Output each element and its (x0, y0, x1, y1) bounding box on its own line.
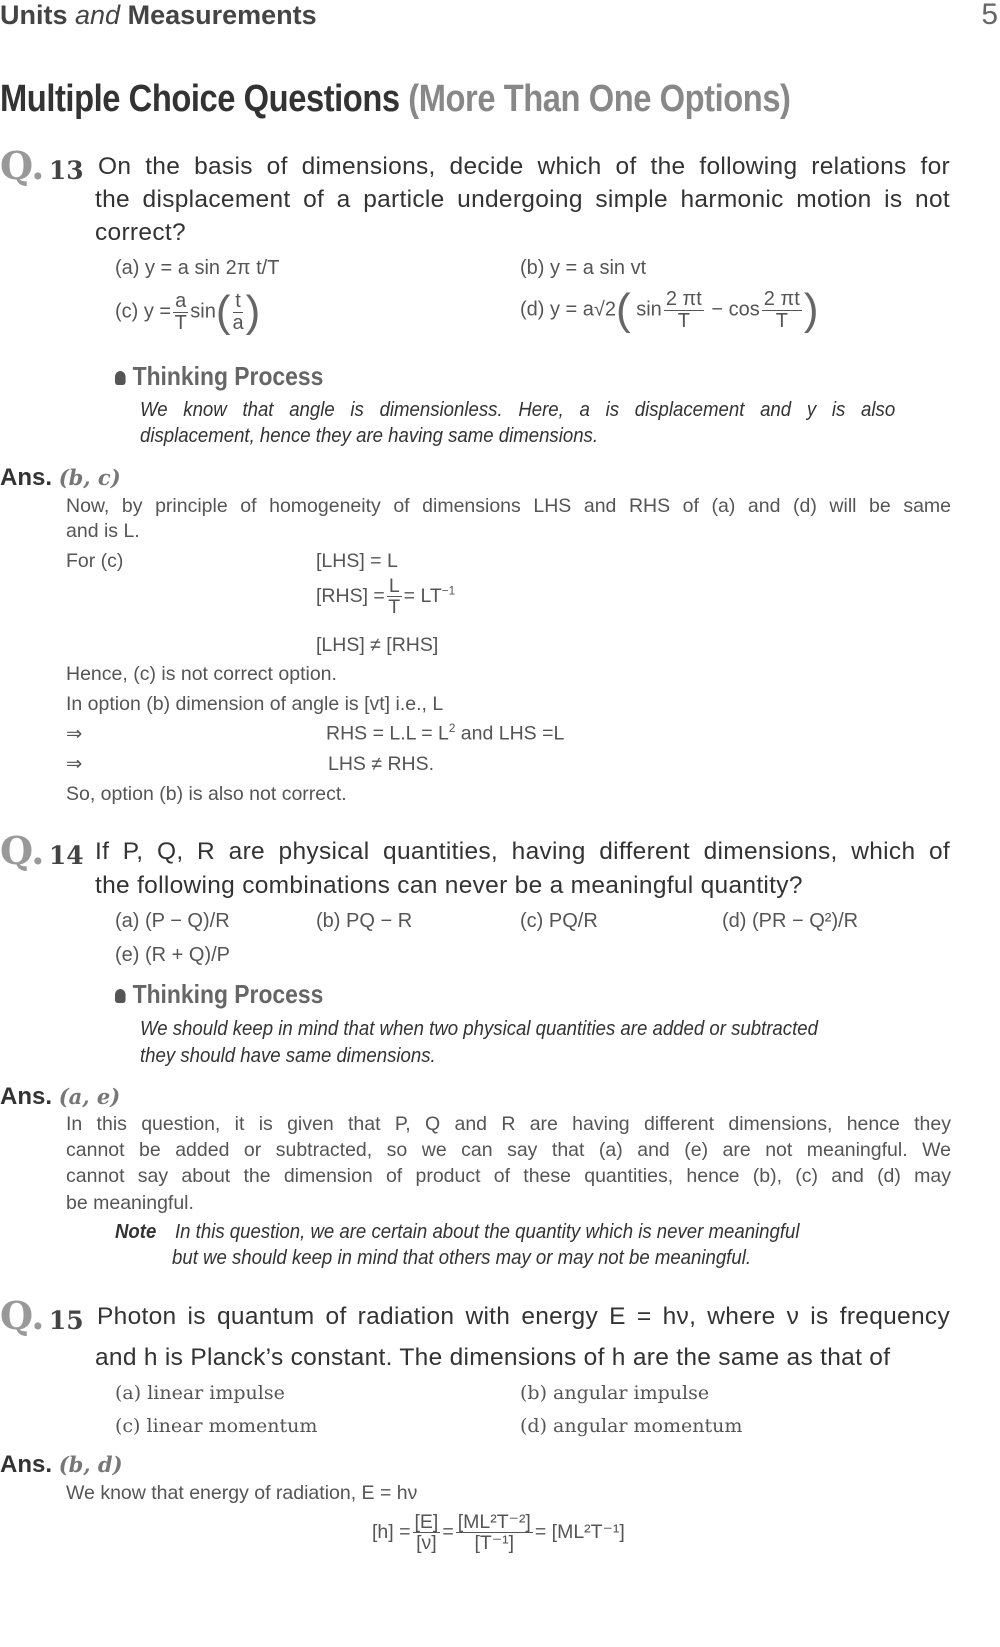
denominator: T (388, 596, 401, 619)
lightbulb-icon (115, 371, 126, 385)
fraction (664, 289, 704, 332)
equation-part: and LHS =L (455, 722, 565, 745)
fraction (387, 576, 402, 618)
exponent: −1 (441, 584, 456, 598)
equation-part: = LT (403, 585, 442, 608)
option-c: (c) PQ/R (520, 910, 598, 932)
question-14-heading (0, 828, 84, 873)
answer-label: Ans. (0, 1083, 53, 1110)
question-text: and h is Planck’s constant. The dimensions of h are the same as that of (95, 1344, 891, 1371)
question-text: the following combinations can never be a meaningful quantity? (95, 872, 803, 899)
numerator: 2 πt (665, 287, 702, 310)
equation-part: [h] = (372, 1521, 411, 1544)
option-d: (d) (PR − Q²)/R (722, 910, 859, 932)
equation: [LHS] = L (316, 550, 398, 572)
thinking-text: displacement, hence they are having same dimensions. (140, 425, 599, 447)
thinking-process-heading (115, 981, 323, 1007)
cos-text: − cos (711, 298, 760, 321)
numerator: [ML²T⁻²] (457, 1511, 531, 1533)
option-d: (d) angular momentum (520, 1415, 743, 1437)
question-text: Photon is quantum of radiation with energy E = hν, where ν is frequency (97, 1303, 950, 1330)
denominator: [T⁻¹] (474, 1532, 515, 1555)
answer-text: cannot be added or subtracted, so we can say that (a) and (e) are not meaningful. We (66, 1139, 951, 1161)
numerator: [E] (414, 1511, 439, 1533)
option-b: (b) PQ − R (316, 910, 413, 932)
answer-14 (0, 1085, 120, 1109)
denominator: [ν] (416, 1532, 437, 1555)
equation: [h] = $\frac{[E]}{[\nu]}$ = $\frac{\text{[ML²T⁻²]}}{\text{[T⁻¹]}}$ = [ML²T⁻¹] (372, 1511, 625, 1555)
question-mark-label: Q. (0, 828, 45, 873)
answer-text: So, option (b) is also not correct. (66, 783, 347, 805)
answer-value: (b, c) (58, 465, 121, 490)
fraction (413, 1512, 441, 1554)
answer-text: In option (b) dimension of angle is [vt] i.e., L (66, 693, 444, 715)
answer-value: (a, e) (58, 1084, 121, 1109)
question-13-heading (0, 143, 84, 188)
question-number: 13 (48, 156, 84, 185)
thinking-text: they should have same dimensions. (140, 1045, 436, 1067)
thinking-process-heading (115, 363, 323, 389)
answer-label: Ans. (0, 464, 53, 491)
section-title (0, 80, 791, 118)
question-mark-label: Q. (0, 1293, 45, 1338)
question-text: If P, Q, R are physical quantities, having different dimensions, which of (95, 838, 950, 865)
sin-text: sin (636, 298, 662, 321)
question-number: 14 (48, 841, 84, 870)
numerator: a (175, 289, 187, 312)
question-text: On the basis of dimensions, decide which of the following relations for (98, 153, 950, 180)
section-subtitle: (More Than One Options) (408, 78, 791, 120)
numerator: 2 πt (763, 287, 800, 310)
answer-15 (0, 1453, 123, 1477)
equation-part: [RHS] = (316, 585, 385, 608)
answer-text: be meaningful. (66, 1192, 194, 1214)
option-a: (a) (P − Q)/R (115, 910, 230, 932)
answer-text: cannot say about the dimension of product of these quantities, hence (b), (c) and (d) may (66, 1165, 951, 1187)
equation-part: = [ML²T⁻¹] (534, 1521, 625, 1544)
question-text: the displacement of a particle undergoing simple harmonic motion is not (95, 186, 950, 213)
page-number: 5 (981, 0, 998, 31)
option-c: (c) linear momentum (115, 1415, 318, 1437)
option-b: (b) angular impulse (520, 1382, 710, 1404)
question-number: 15 (48, 1306, 84, 1335)
denominator: T (775, 309, 788, 332)
fraction (232, 291, 243, 334)
equation: LHS ≠ RHS. (328, 753, 435, 775)
question-15-heading (0, 1293, 84, 1338)
running-header (0, 2, 317, 29)
equation (316, 576, 455, 618)
option-a: (a) y = a sin 2π t/T (115, 257, 280, 279)
thinking-process-title: Thinking Process (132, 979, 324, 1009)
thinking-text: We should keep in mind that when two physical quantities are added or subtracted (140, 1018, 818, 1040)
fraction (173, 291, 188, 334)
numerator: t (235, 289, 241, 312)
numerator: L (388, 575, 400, 597)
thinking-text: We know that angle is dimensionless. Here, a is displacement and y is also (140, 399, 896, 421)
lightbulb-icon (115, 989, 126, 1003)
header-title: Measurements (127, 0, 317, 30)
implies-symbol: ⇒ (66, 723, 83, 745)
option-d: (d) y = a√2( sin $\frac{2 \pi t}{T}$ − cos $\frac{2 \pi t}{T}$ ) (520, 285, 819, 334)
note-text: In this question, we are certain about the quantity which is never meaningful (175, 1221, 800, 1243)
header-title: Units (0, 0, 68, 30)
fraction (762, 289, 802, 332)
answer-text: and is L. (66, 520, 140, 542)
option-b: (b) y = a sin vt (520, 257, 647, 279)
question-mark-label: Q. (0, 143, 45, 188)
option-a: (a) linear impulse (115, 1382, 285, 1404)
denominator: a (232, 311, 244, 334)
equation: [LHS] ≠ [RHS] (316, 634, 439, 656)
option-d-prefix: (d) y = a√2 (520, 298, 617, 321)
equation (326, 723, 564, 744)
section-title-text: Multiple Choice Questions (0, 78, 400, 120)
option-c-prefix: (c) y = (115, 300, 172, 323)
answer-text: Now, by principle of homogeneity of dimensions LHS and RHS of (a) and (d) will be same (66, 495, 951, 517)
denominator: T (174, 311, 187, 334)
header-title: and (75, 0, 121, 30)
implies-symbol: ⇒ (66, 753, 83, 775)
option-c: (c) y = $\frac{a}{T}$ sin( $\frac{t}{a}$ ) (115, 287, 261, 336)
note-label: Note (115, 1221, 157, 1243)
denominator: T (677, 309, 690, 332)
answer-13 (0, 466, 121, 490)
exponent: 2 (448, 722, 456, 735)
thinking-process-title: Thinking Process (132, 361, 324, 391)
answer-label: Ans. (0, 1451, 53, 1478)
note-text: but we should keep in mind that others may or may not be meaningful. (172, 1247, 751, 1269)
sin-text: sin (190, 300, 216, 323)
answer-text: Hence, (c) is not correct option. (66, 663, 337, 685)
answer-text: We know that energy of radiation, E = hν (66, 1482, 418, 1504)
option-e: (e) (R + Q)/P (115, 944, 231, 966)
answer-text: For (c) (66, 550, 124, 572)
equation-part: RHS = L.L = L (326, 722, 449, 745)
answer-text: In this question, it is given that P, Q and R are having different dimensions, hence they (66, 1113, 951, 1135)
fraction (456, 1512, 533, 1554)
question-text: correct? (95, 219, 186, 246)
answer-value: (b, d) (58, 1452, 123, 1477)
